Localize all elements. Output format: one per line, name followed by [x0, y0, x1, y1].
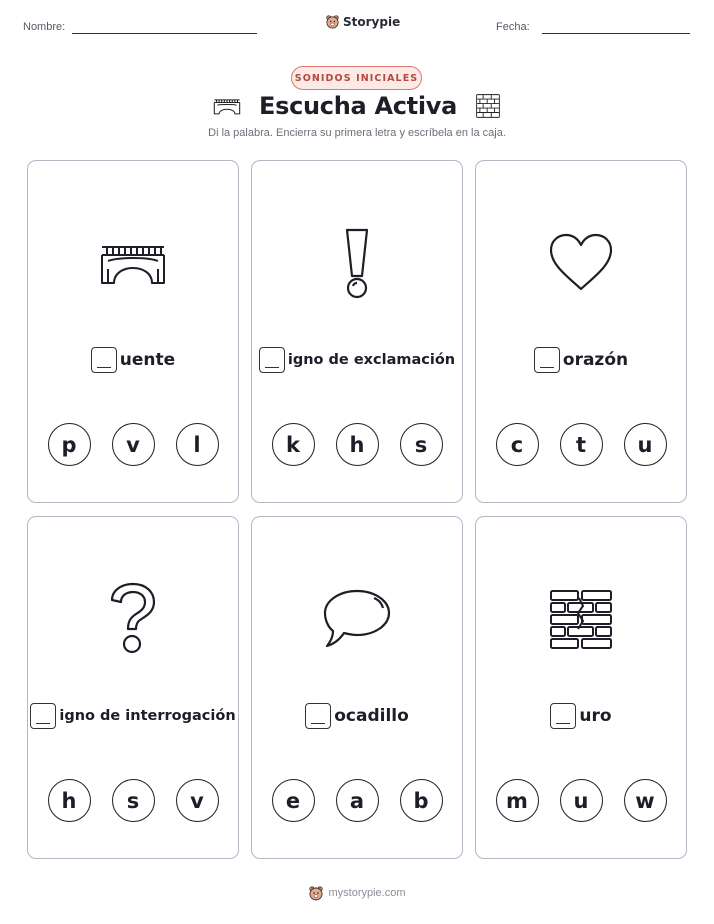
topic-badge: SONIDOS INICIALES: [291, 66, 422, 90]
answer-box[interactable]: [550, 703, 576, 729]
letter-option[interactable]: a: [336, 779, 379, 822]
word-suffix: uro: [579, 706, 612, 726]
date-label: Fecha:: [496, 21, 530, 33]
bear-mascot-icon: [325, 14, 340, 29]
letter-option[interactable]: k: [272, 423, 315, 466]
letter-option[interactable]: v: [112, 423, 155, 466]
instructions: Di la palabra. Encierra su primera letra y escríbela en la caja.: [208, 127, 506, 139]
letter-option[interactable]: w: [624, 779, 667, 822]
letter-option[interactable]: m: [496, 779, 539, 822]
letter-option[interactable]: u: [560, 779, 603, 822]
letter-option[interactable]: s: [112, 779, 155, 822]
word-suffix: igno de exclamación: [287, 352, 456, 368]
brick-wall-icon: [475, 93, 501, 119]
word-card-5: [251, 516, 463, 859]
letter-option[interactable]: h: [336, 423, 379, 466]
footer-link[interactable]: mystorypie.com: [328, 887, 406, 899]
word-suffix: ocadillo: [334, 706, 409, 726]
answer-box[interactable]: [534, 347, 560, 373]
page-title: Escucha Activa: [259, 92, 457, 120]
letter-option[interactable]: l: [176, 423, 219, 466]
word-card-1: [27, 160, 239, 503]
answer-box[interactable]: [305, 703, 331, 729]
word-card-6: [475, 516, 687, 859]
brick-wall-icon: [548, 588, 614, 650]
letter-option[interactable]: v: [176, 779, 219, 822]
title-row: [0, 92, 714, 120]
letter-option[interactable]: u: [624, 423, 667, 466]
word-suffix: orazón: [562, 350, 629, 370]
exclamation-mark-icon: [340, 226, 374, 300]
letter-option[interactable]: t: [560, 423, 603, 466]
word-card-4: [27, 516, 239, 859]
bear-mascot-icon: [308, 885, 324, 901]
bridge-icon: [213, 95, 241, 117]
question-mark-icon: [108, 582, 158, 656]
letter-option[interactable]: c: [496, 423, 539, 466]
footer: [0, 885, 714, 901]
heart-icon: [548, 233, 614, 293]
answer-box[interactable]: [30, 703, 56, 729]
bridge-icon: [100, 241, 166, 285]
name-label: Nombre:: [23, 21, 66, 33]
letter-option[interactable]: e: [272, 779, 315, 822]
speech-bubble-icon: [322, 588, 392, 650]
name-line[interactable]: [72, 33, 257, 34]
brand-logo: [325, 14, 400, 29]
brand-name: Storypie: [343, 14, 401, 29]
letter-option[interactable]: s: [400, 423, 443, 466]
word-suffix: uente: [119, 350, 176, 370]
letter-option[interactable]: h: [48, 779, 91, 822]
date-line[interactable]: [542, 33, 690, 34]
word-card-2: [251, 160, 463, 503]
answer-box[interactable]: [91, 347, 117, 373]
word-card-3: [475, 160, 687, 503]
answer-box[interactable]: [259, 347, 285, 373]
letter-option[interactable]: p: [48, 423, 91, 466]
word-suffix: igno de interrogación: [59, 708, 236, 724]
letter-option[interactable]: b: [400, 779, 443, 822]
